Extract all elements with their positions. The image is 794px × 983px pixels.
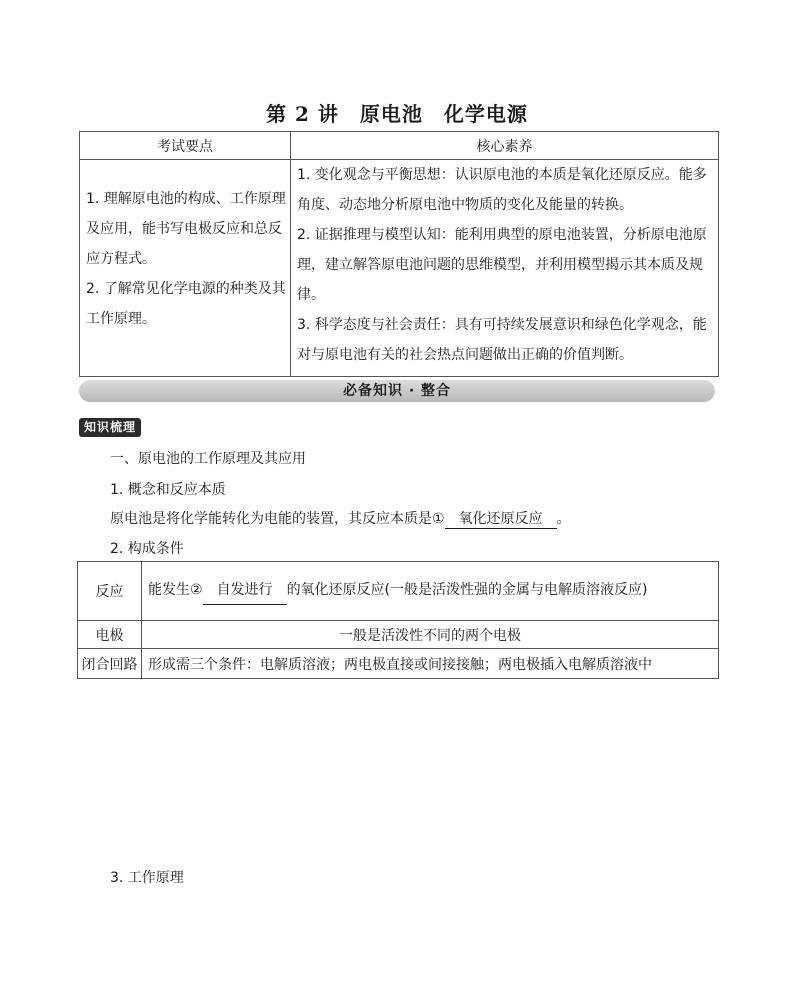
subsection-heading: 3. 工作原理 — [110, 870, 184, 886]
row-content: 一般是活泼性不同的两个电极 — [142, 621, 719, 649]
header-core-literacy: 核心素养 — [291, 132, 719, 160]
answer-blank: 自发进行 — [203, 577, 287, 605]
section-banner: 必备知识 · 整合 — [79, 380, 715, 402]
exam-point-item: 1. 理解原电池的构成、工作原理及应用，能书写电极反应和总反应方程式。 — [86, 191, 286, 267]
header-exam-points: 考试要点 — [80, 132, 291, 160]
exam-points-cell — [80, 160, 291, 377]
table-row — [78, 649, 719, 679]
page-title: 第 2 讲 原电池 化学电源 — [266, 102, 528, 126]
core-literacy-item: 1. 变化观念与平衡思想：认识原电池的本质是氧化还原反应。能多角度、动态地分析原电池中物质的变化及能量的转换。 — [297, 167, 707, 213]
row-content — [142, 562, 719, 621]
subsection-heading: 2. 构成条件 — [110, 541, 184, 557]
requirements-table — [79, 131, 719, 377]
table-row — [78, 562, 719, 621]
core-literacy-item: 2. 证据推理与模型认知：能利用典型的原电池装置，分析原电池原理，建立解答原电池问题的思维模型，并利用模型揭示其本质及规律。 — [297, 227, 707, 303]
core-literacy-item: 3. 科学态度与社会责任：具有可持续发展意识和绿色化学观念，能对与原电池有关的社会热点问题做出正确的价值判断。 — [297, 317, 707, 363]
definition-text — [110, 508, 571, 529]
subsection-heading: 1. 概念和反应本质 — [110, 482, 226, 498]
core-literacy-cell — [291, 160, 719, 377]
definition-prefix: 原电池是将化学能转化为电能的装置，其反应本质是① — [110, 511, 445, 527]
knowledge-badge: 知识梳理 — [79, 418, 141, 437]
conditions-table — [77, 561, 719, 679]
row-content: 形成需三个条件：电解质溶液；两电极直接或间接接触；两电极插入电解质溶液中 — [142, 649, 719, 679]
table-row — [80, 160, 719, 377]
row-label: 闭合回路 — [78, 649, 142, 679]
exam-point-item: 2. 了解常见化学电源的种类及其工作原理。 — [86, 281, 286, 327]
row-label: 电极 — [78, 621, 142, 649]
table-row — [78, 621, 719, 649]
table-header-row — [80, 132, 719, 160]
definition-suffix: 。 — [556, 511, 571, 527]
answer-blank: 氧化还原反应 — [445, 508, 557, 529]
row-label: 反应 — [78, 562, 142, 621]
section-heading: 一、原电池的工作原理及其应用 — [110, 451, 306, 467]
condition-prefix: 能发生② — [148, 582, 203, 598]
condition-suffix: 的氧化还原反应(一般是活泼性强的金属与电解质溶液反应) — [286, 582, 648, 598]
